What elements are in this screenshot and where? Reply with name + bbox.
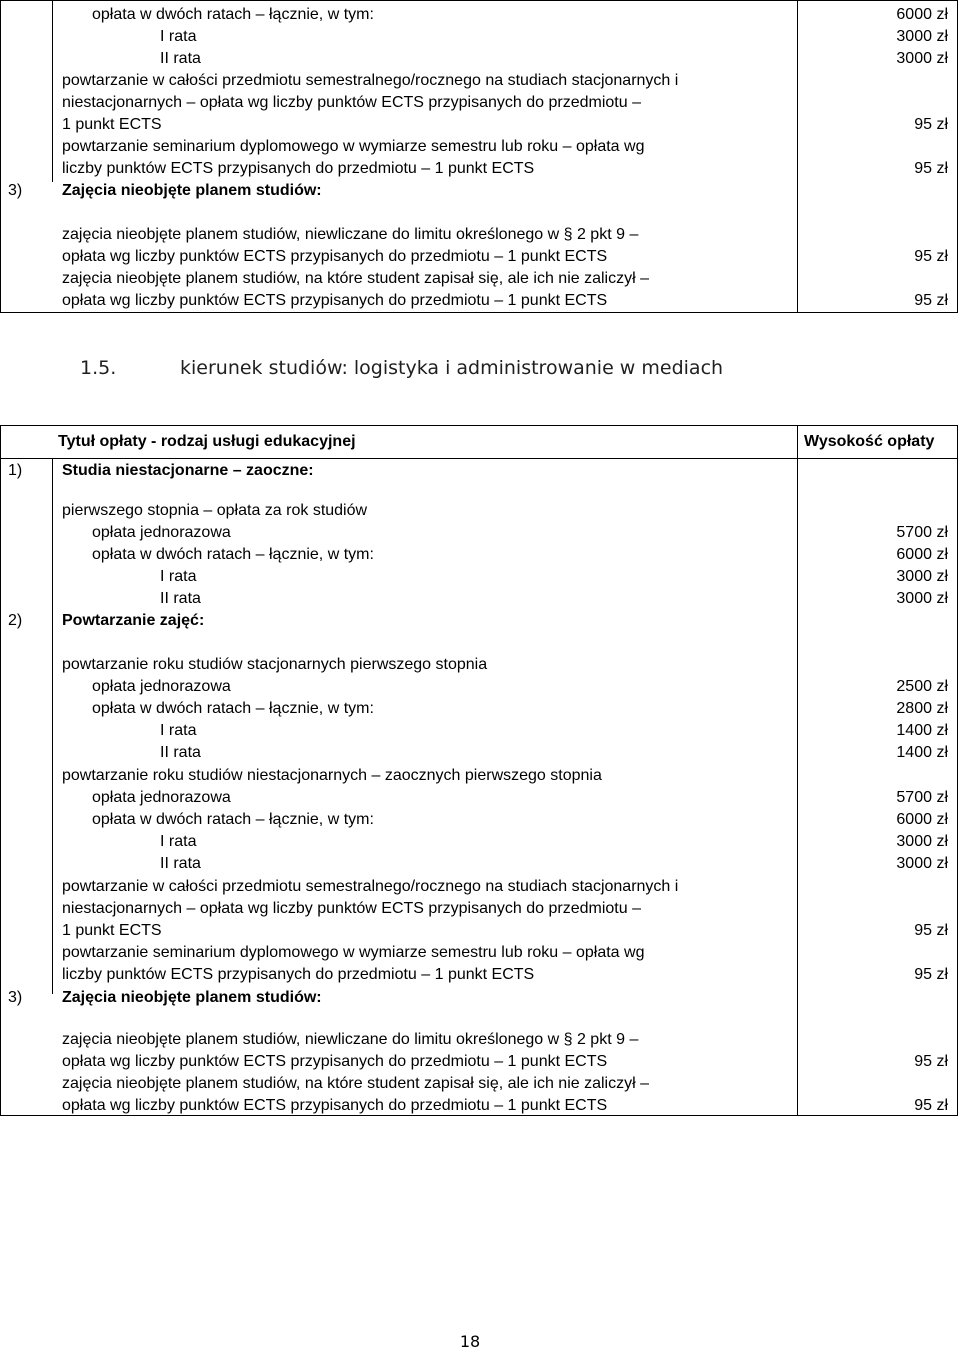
list-item: 1 punkt ECTS (62, 116, 162, 133)
list-item: opłata w dwóch ratach – łącznie, w tym: (92, 6, 374, 23)
table-border (957, 425, 958, 1116)
fee-amount: 3000 zł (896, 855, 948, 872)
section-number: 3) (8, 182, 23, 199)
section-number: 1) (8, 462, 23, 479)
fee-amount: 95 zł (914, 116, 948, 133)
list-item: opłata jednorazowa (92, 524, 231, 541)
table-column-divider (797, 425, 798, 1116)
list-item: pierwszego stopnia – opłata za rok studiów (62, 502, 368, 519)
table-column-divider (52, 458, 53, 994)
list-item: II rata (160, 590, 201, 607)
fee-amount: 95 zł (914, 1097, 948, 1114)
section-title: Zajęcia nieobjęte planem studiów: (62, 182, 322, 199)
list-item: zajęcia nieobjęte planem studiów, na które student zapisał się, ale ich nie zaliczył – (62, 270, 649, 287)
fee-amount: 6000 zł (896, 6, 948, 23)
list-item: opłata jednorazowa (92, 678, 231, 695)
column-header-title: Tytuł opłaty - rodzaj usługi edukacyjnej (58, 433, 356, 450)
section-heading-number: 1.5. (80, 357, 117, 379)
list-item: powtarzanie seminarium dyplomowego w wymiarze semestru lub roku – opłata wg (62, 138, 645, 155)
fee-amount: 2800 zł (896, 700, 948, 717)
list-item: niestacjonarnych – opłata wg liczby punktów ECTS przypisanych do przedmiotu – (62, 94, 641, 111)
list-item: opłata wg liczby punktów ECTS przypisanych do przedmiotu – 1 punkt ECTS (62, 1053, 608, 1070)
fee-amount: 3000 zł (896, 833, 948, 850)
list-item: I rata (160, 833, 197, 850)
fee-amount: 95 zł (914, 966, 948, 983)
fee-amount: 5700 zł (896, 524, 948, 541)
page-number: 18 (459, 1332, 481, 1351)
list-item: I rata (160, 568, 197, 585)
list-item: zajęcia nieobjęte planem studiów, niewliczane do limitu określonego w § 2 pkt 9 – (62, 1031, 639, 1048)
list-item: opłata w dwóch ratach – łącznie, w tym: (92, 811, 374, 828)
list-item: II rata (160, 50, 201, 67)
table-border (0, 0, 958, 1)
fee-amount: 3000 zł (896, 28, 948, 45)
section-title: Studia niestacjonarne – zaoczne: (62, 462, 314, 479)
fee-amount: 95 zł (914, 922, 948, 939)
fee-amount: 5700 zł (896, 789, 948, 806)
list-item: zajęcia nieobjęte planem studiów, niewliczane do limitu określonego w § 2 pkt 9 – (62, 226, 639, 243)
table-border (0, 425, 1, 1116)
section-title: Zajęcia nieobjęte planem studiów: (62, 989, 322, 1006)
list-item: powtarzanie w całości przedmiotu semestralnego/rocznego na studiach stacjonarnych i (62, 878, 679, 895)
fee-amount: 6000 zł (896, 546, 948, 563)
fee-amount: 95 zł (914, 292, 948, 309)
fee-amount: 3000 zł (896, 50, 948, 67)
list-item: liczby punktów ECTS przypisanych do przedmiotu – 1 punkt ECTS (62, 160, 535, 177)
list-item: II rata (160, 744, 201, 761)
list-item: opłata jednorazowa (92, 789, 231, 806)
list-item: opłata w dwóch ratach – łącznie, w tym: (92, 700, 374, 717)
list-item: opłata wg liczby punktów ECTS przypisanych do przedmiotu – 1 punkt ECTS (62, 248, 608, 265)
table-border (0, 425, 958, 426)
list-item: II rata (160, 855, 201, 872)
table-border (957, 0, 958, 313)
list-item: I rata (160, 28, 197, 45)
list-item: liczby punktów ECTS przypisanych do przedmiotu – 1 punkt ECTS (62, 966, 535, 983)
list-item: niestacjonarnych – opłata wg liczby punktów ECTS przypisanych do przedmiotu – (62, 900, 641, 917)
section-number: 2) (8, 612, 23, 629)
list-item: opłata wg liczby punktów ECTS przypisanych do przedmiotu – 1 punkt ECTS (62, 292, 608, 309)
list-item: opłata w dwóch ratach – łącznie, w tym: (92, 546, 374, 563)
section-title: Powtarzanie zajęć: (62, 612, 205, 629)
table-header-divider (0, 458, 958, 459)
fee-amount: 95 zł (914, 248, 948, 265)
list-item: zajęcia nieobjęte planem studiów, na które student zapisał się, ale ich nie zaliczył – (62, 1075, 649, 1092)
list-item: powtarzanie seminarium dyplomowego w wymiarze semestru lub roku – opłata wg (62, 944, 645, 961)
list-item: 1 punkt ECTS (62, 922, 162, 939)
fee-amount: 95 zł (914, 160, 948, 177)
list-item: opłata wg liczby punktów ECTS przypisanych do przedmiotu – 1 punkt ECTS (62, 1097, 608, 1114)
fee-amount: 6000 zł (896, 811, 948, 828)
fee-amount: 1400 zł (896, 744, 948, 761)
fee-amount: 1400 zł (896, 722, 948, 739)
table-border (0, 312, 958, 313)
table-column-divider (52, 0, 53, 182)
fee-amount: 2500 zł (896, 678, 948, 695)
fee-amount: 3000 zł (896, 590, 948, 607)
list-item: powtarzanie roku studiów stacjonarnych pierwszego stopnia (62, 656, 488, 673)
fee-amount: 95 zł (914, 1053, 948, 1070)
column-header-amount: Wysokość opłaty (804, 433, 935, 450)
list-item: powtarzanie roku studiów niestacjonarnych – zaocznych pierwszego stopnia (62, 767, 602, 784)
section-heading-title: kierunek studiów: logistyka i administrowanie w mediach (180, 357, 724, 379)
fee-amount: 3000 zł (896, 568, 948, 585)
section-heading (80, 355, 723, 381)
section-number: 3) (8, 989, 23, 1006)
list-item: powtarzanie w całości przedmiotu semestralnego/rocznego na studiach stacjonarnych i (62, 72, 679, 89)
list-item: I rata (160, 722, 197, 739)
table-column-divider (797, 0, 798, 313)
table-border (0, 0, 1, 313)
